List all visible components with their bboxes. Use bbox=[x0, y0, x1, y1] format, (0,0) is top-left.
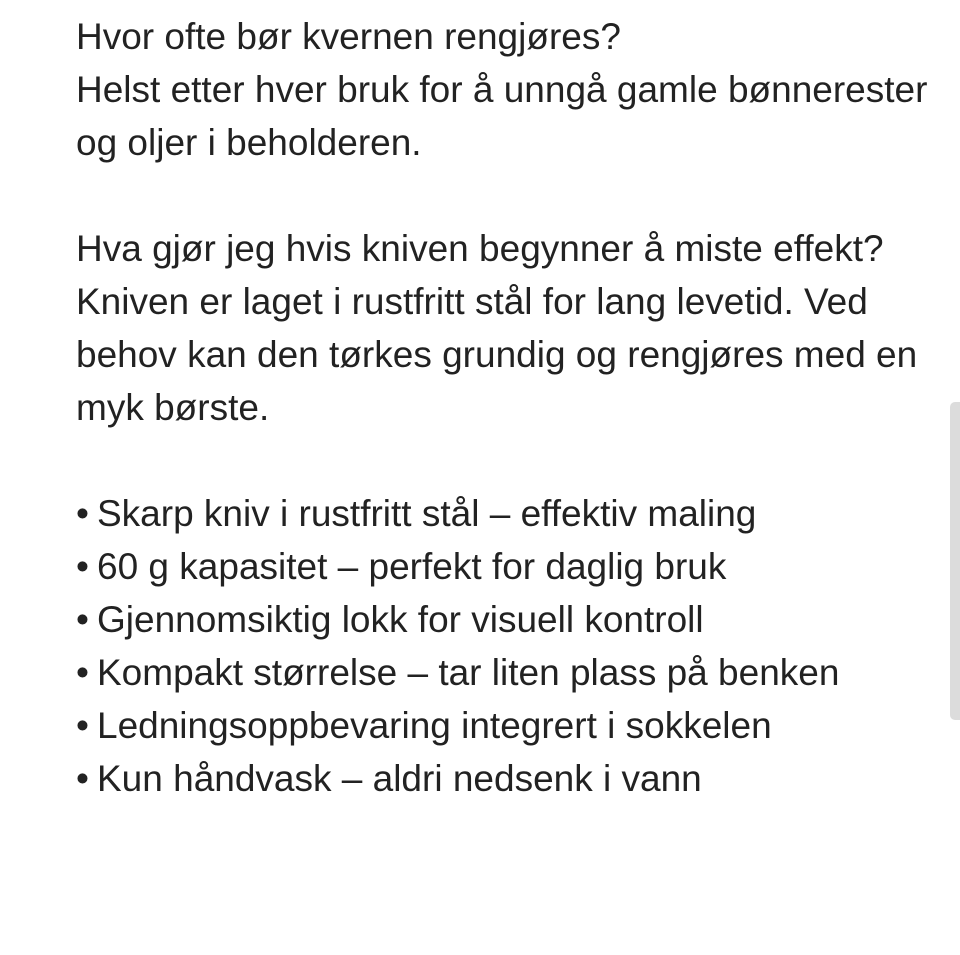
feature-text: 60 g kapasitet – perfekt for daglig bruk bbox=[97, 546, 727, 587]
feature-text: Kun håndvask – aldri nedsenk i vann bbox=[97, 758, 702, 799]
feature-item bbox=[76, 593, 936, 646]
bullet-icon: • bbox=[76, 705, 89, 746]
faq-question: Hvor ofte bør kvernen rengjøres? bbox=[76, 16, 621, 57]
bullet-icon: • bbox=[76, 493, 89, 534]
feature-item bbox=[76, 646, 936, 699]
bullet-icon: • bbox=[76, 546, 89, 587]
feature-item bbox=[76, 540, 936, 593]
feature-text: Skarp kniv i rustfritt stål – effektiv maling bbox=[97, 493, 757, 534]
bullet-icon: • bbox=[76, 758, 89, 799]
feature-item bbox=[76, 487, 936, 540]
feature-item bbox=[76, 699, 936, 752]
faq-item bbox=[76, 10, 936, 169]
bullet-icon: • bbox=[76, 599, 89, 640]
product-description bbox=[76, 10, 936, 805]
feature-item bbox=[76, 752, 936, 805]
faq-question: Hva gjør jeg hvis kniven begynner å miste effekt? bbox=[76, 228, 884, 269]
feature-list bbox=[76, 487, 936, 805]
bullet-icon: • bbox=[76, 652, 89, 693]
faq-answer: Kniven er laget i rustfritt stål for lang levetid. Ved behov kan den tørkes grundig og rengjøres med en myk børste. bbox=[76, 281, 918, 428]
faq-answer: Helst etter hver bruk for å unngå gamle bønnerester og oljer i beholderen. bbox=[76, 69, 928, 163]
scrollbar-thumb[interactable] bbox=[950, 402, 960, 720]
feature-text: Ledningsoppbevaring integrert i sokkelen bbox=[97, 705, 772, 746]
faq-item bbox=[76, 222, 936, 434]
feature-text: Kompakt størrelse – tar liten plass på benken bbox=[97, 652, 840, 693]
feature-text: Gjennomsiktig lokk for visuell kontroll bbox=[97, 599, 704, 640]
